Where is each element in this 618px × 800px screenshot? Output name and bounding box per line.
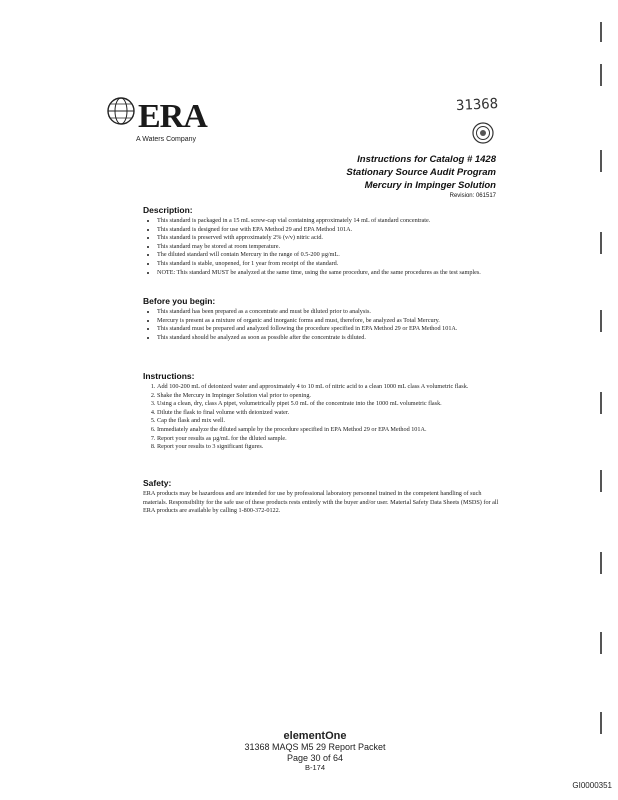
scan-edge-mark	[600, 310, 602, 332]
list-item: 8. Report your results to 3 significant figures.	[157, 443, 503, 452]
title-line-2: Stationary Source Audit Program	[346, 167, 496, 178]
certification-seal-icon	[472, 122, 494, 144]
safety-section	[143, 478, 503, 516]
before-you-begin-section	[143, 296, 503, 342]
revision-label: Revision: 061517	[449, 193, 496, 199]
bates-number: GI0000351	[572, 781, 612, 790]
list-item: 1. Add 100-200 mL of deionized water and approximately 4 to 10 mL of nitric acid to a clean 1000 mL class A volumetric flask.	[157, 383, 503, 392]
footer-page-line: Page 30 of 64	[286, 753, 344, 763]
handwritten-number: 31368	[455, 95, 499, 115]
list-item: • This standard is preserved with approximately 2% (v/v) nitric acid.	[157, 234, 503, 243]
title-line-3: Mercury in Impinger Solution	[364, 180, 496, 191]
footer-page-code: B-174	[304, 763, 325, 772]
list-item: • This standard is packaged in a 15 mL screw-cap vial containing approximately 14 mL of standard concentrate.	[157, 217, 503, 226]
title-line-1: Instructions for Catalog # 1428	[357, 154, 496, 165]
list-item: • This standard has been prepared as a concentrate and must be diluted prior to analysis.	[157, 308, 503, 317]
description-heading: Description:	[143, 205, 193, 215]
scan-edge-mark	[600, 632, 602, 654]
list-item: • This standard should be analyzed as soon as possible after the concentrate is diluted.	[157, 334, 503, 343]
era-logo	[106, 96, 216, 146]
list-item: 6. Immediately analyze the diluted sample by the procedure specified in EPA Method 29 or EPA Method 101A.	[157, 426, 503, 435]
scan-edge-mark	[600, 552, 602, 574]
title-block	[196, 153, 496, 201]
scan-edge-mark	[600, 470, 602, 492]
list-item: 3. Using a clean, dry, class A pipet, volumetrically pipet 5.0 mL of the concentrate into the 1000 mL volumetric flask.	[157, 400, 503, 409]
safety-heading: Safety:	[143, 478, 172, 488]
list-item: 5. Cap the flask and mix well.	[157, 417, 503, 426]
footer-brand: elementOne	[283, 730, 347, 742]
list-item: 4. Dilute the flask to final volume with deionized water.	[157, 409, 503, 418]
list-item: 7. Report your results as µg/mL for the diluted sample.	[157, 435, 503, 444]
list-item: • This standard may be stored at room temperature.	[157, 243, 503, 252]
scan-edge-mark	[600, 712, 602, 734]
scan-edge-mark	[600, 392, 602, 414]
instructions-section	[143, 371, 503, 452]
era-globe-icon	[106, 96, 136, 126]
list-item: 2. Shake the Mercury in Impinger Solution vial prior to opening.	[157, 392, 503, 401]
list-item: • Mercury is present as a mixture of organic and inorganic forms and must, therefore, be analyzed as Total Mercury.	[157, 317, 503, 326]
scan-edge-mark	[600, 150, 602, 172]
footer-packet-line: 31368 MAQS M5 29 Report Packet	[244, 742, 386, 752]
list-item: • NOTE: This standard MUST be analyzed at the same time, using the same procedure, and the same procedures as the test samples.	[157, 269, 503, 278]
description-section	[143, 205, 503, 277]
report-footer	[180, 730, 450, 772]
logo-text: ERA	[138, 98, 207, 135]
list-item: • This standard must be prepared and analyzed following the procedure specified in EPA Method 29 or EPA Method 101A.	[157, 325, 503, 334]
list-item: • This standard is designed for use with EPA Method 29 and EPA Method 101A.	[157, 226, 503, 235]
scan-edge-mark	[600, 64, 602, 86]
safety-text: ERA products may be hazardous and are intended for use by professional laboratory personnel trained in the competent handling of such materials. Responsibility for the safe use of these products rests entirely with the buyer and/or user. Material Safety Data Sheets (MSDS) for all ERA products are available by calling 1-800-372-0122.	[143, 490, 499, 515]
list-item: • This standard is stable, unopened, for 1 year from receipt of the standard.	[157, 260, 503, 269]
scan-edge-mark	[600, 232, 602, 254]
logo-subtitle: A Waters Company	[136, 136, 197, 143]
scan-edge-mark	[600, 22, 602, 42]
before-heading: Before you begin:	[143, 296, 216, 306]
list-item: • The diluted standard will contain Mercury in the range of 0.5-200 µg/mL.	[157, 251, 503, 260]
instructions-heading: Instructions:	[143, 371, 195, 381]
